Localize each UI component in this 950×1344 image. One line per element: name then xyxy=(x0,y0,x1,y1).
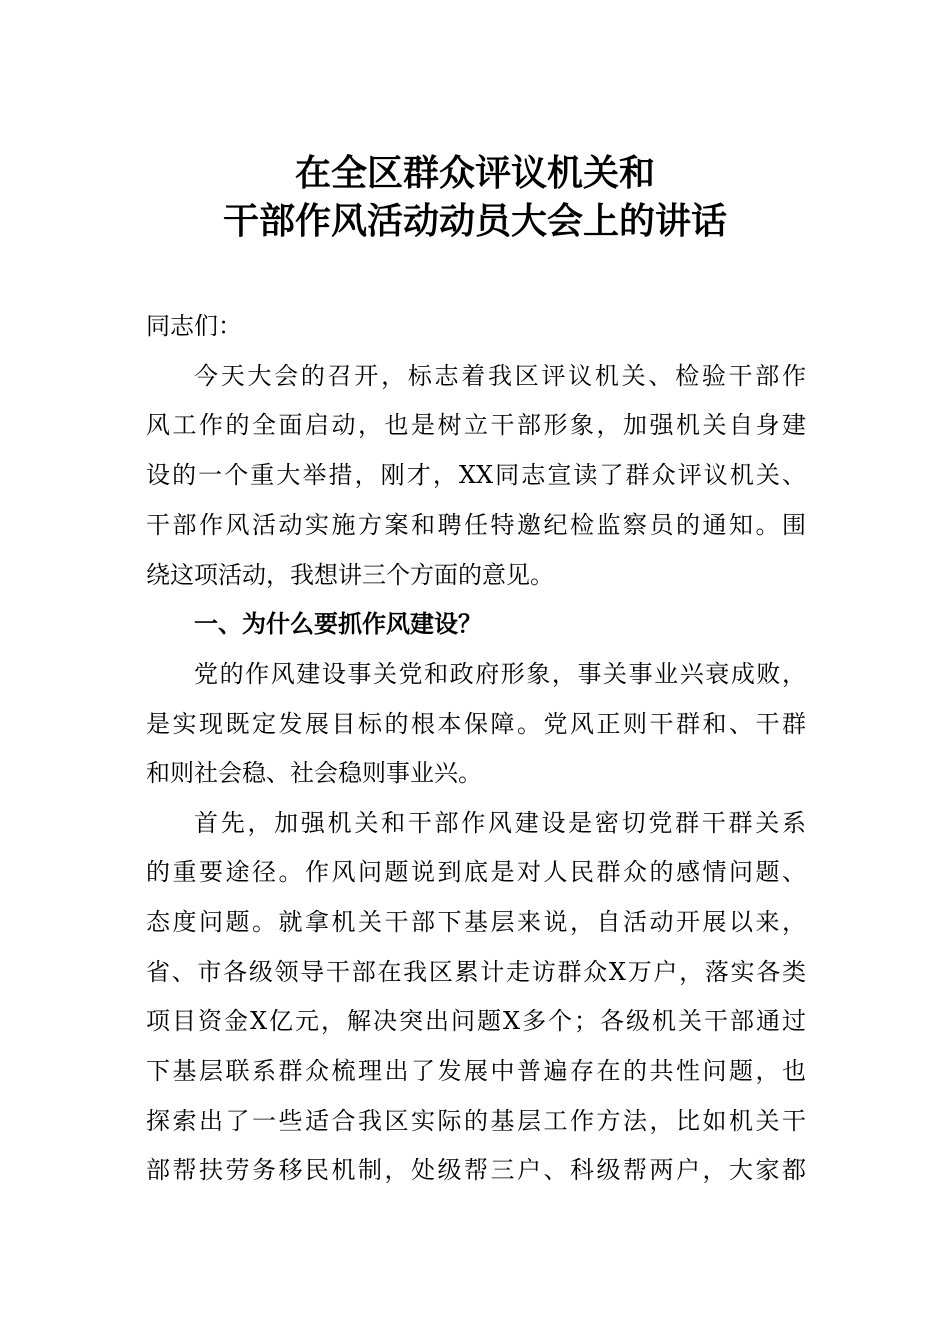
para2-line-8: 部帮扶劳务移民机制，处级帮三户、科级帮两户，大家都 xyxy=(146,1156,806,1184)
intro-line-3: 设的一个重大举措，刚才，XX同志宣读了群众评议机关、 xyxy=(146,461,806,489)
para2-line-3: 态度问题。就拿机关干部下基层来说，自活动开展以来， xyxy=(146,908,806,936)
para1-line-3: 和则社会稳、社会稳则事业兴。 xyxy=(146,759,482,787)
para2-line-5: 项目资金X亿元，解决突出问题X多个；各级机关干部通过 xyxy=(146,1007,806,1035)
document-title-line-2: 干部作风活动动员大会上的讲话 xyxy=(222,201,727,242)
para2-line-6: 下基层联系群众梳理出了发展中普遍存在的共性问题，也 xyxy=(146,1057,806,1085)
intro-line-1: 今天大会的召开，标志着我区评议机关、检验干部作 xyxy=(194,362,806,390)
intro-line-4: 干部作风活动实施方案和聘任特邀纪检监察员的通知。围 xyxy=(146,511,806,539)
section-1-heading: 一、为什么要抓作风建设？ xyxy=(194,610,482,638)
intro-line-5: 绕这项活动，我想讲三个方面的意见。 xyxy=(146,561,554,589)
document-title-line-1: 在全区群众评议机关和 xyxy=(294,153,655,194)
para2-line-2: 的重要途径。作风问题说到底是对人民群众的感情问题、 xyxy=(146,858,806,886)
para1-line-1: 党的作风建设事关党和政府形象，事关事业兴衰成败， xyxy=(194,660,806,688)
para2-line-7: 探索出了一些适合我区实际的基层工作方法，比如机关干 xyxy=(146,1107,806,1135)
intro-line-2: 风工作的全面启动，也是树立干部形象，加强机关自身建 xyxy=(146,411,806,439)
para2-line-4: 省、市各级领导干部在我区累计走访群众X万户，落实各类 xyxy=(146,958,806,986)
para1-line-2: 是实现既定发展目标的根本保障。党风正则干群和、干群 xyxy=(146,710,806,738)
para2-line-1: 首先，加强机关和干部作风建设是密切党群干群关系 xyxy=(194,809,806,837)
salutation: 同志们： xyxy=(146,312,242,340)
